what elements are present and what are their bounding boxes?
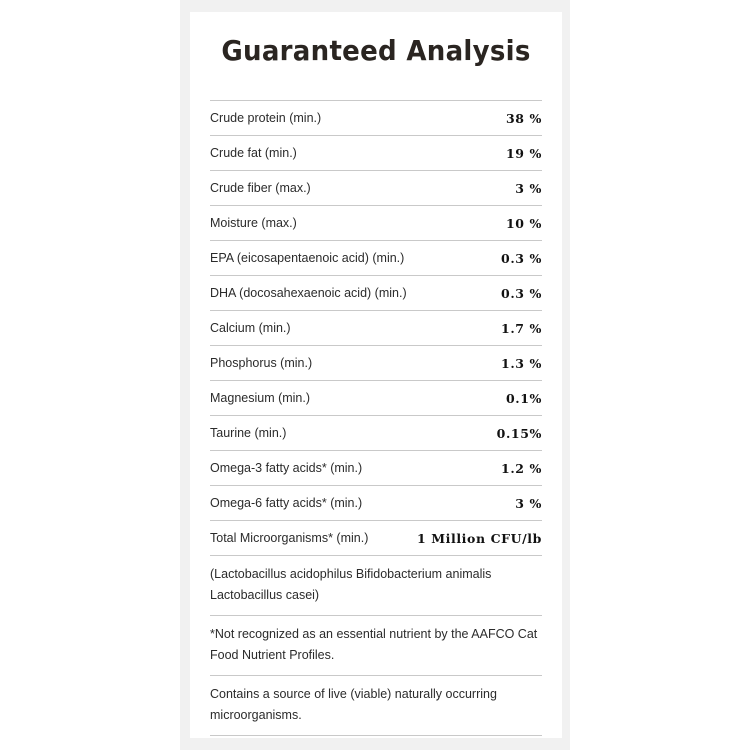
strains-note: (Lactobacillus acidophilus Bifidobacterium animalis Lactobacillus casei) (210, 556, 542, 616)
row-label: Omega-3 fatty acids* (min.) (210, 461, 363, 475)
table-row (210, 171, 542, 206)
row-label: Crude fat (min.) (210, 146, 297, 160)
row-label: Crude fiber (max.) (210, 181, 311, 195)
row-value: 0.1% (505, 390, 542, 406)
analysis-card (190, 12, 562, 738)
row-value: 19 % (505, 145, 542, 161)
row-value: 0.15% (496, 425, 542, 441)
row-value: 3 % (515, 495, 542, 511)
table-row (210, 311, 542, 346)
table-row (210, 241, 542, 276)
table-row (210, 346, 542, 381)
table-row (210, 451, 542, 486)
row-value: 0.3 % (501, 250, 542, 266)
row-label: Omega-6 fatty acids* (min.) (210, 496, 363, 510)
row-value: 38 % (505, 110, 542, 126)
table-row (210, 486, 542, 521)
analysis-table (210, 100, 542, 736)
row-label: Moisture (max.) (210, 216, 297, 230)
row-value: 1.2 % (501, 460, 542, 476)
table-row (210, 521, 542, 556)
row-label: Magnesium (min.) (210, 391, 311, 405)
row-value: 3 % (515, 180, 542, 196)
table-row (210, 136, 542, 171)
row-value: 1 Million CFU/lb (416, 530, 542, 546)
aafco-footnote: *Not recognized as an essential nutrient by the AAFCO Cat Food Nutrient Profiles. (210, 616, 542, 676)
row-label: Crude protein (min.) (210, 111, 322, 125)
row-label: Phosphorus (min.) (210, 356, 313, 370)
row-label: Taurine (min.) (210, 426, 287, 440)
row-label: Calcium (min.) (210, 321, 291, 335)
row-value: 10 % (505, 215, 542, 231)
table-row (210, 276, 542, 311)
table-row (210, 101, 542, 136)
row-label: EPA (eicosapentaenoic acid) (min.) (210, 251, 405, 265)
row-label: Total Microorganisms* (min.) (210, 531, 369, 545)
row-label: DHA (docosahexaenoic acid) (min.) (210, 286, 407, 300)
row-value: 0.3 % (501, 285, 542, 301)
page-title: Guaranteed Analysis (221, 34, 531, 67)
table-row (210, 416, 542, 451)
live-microorganisms-note: Contains a source of live (viable) naturally occurring microorganisms. (210, 676, 542, 736)
row-value: 1.3 % (501, 355, 542, 371)
table-row (210, 206, 542, 241)
table-row (210, 381, 542, 416)
row-value: 1.7 % (501, 320, 542, 336)
